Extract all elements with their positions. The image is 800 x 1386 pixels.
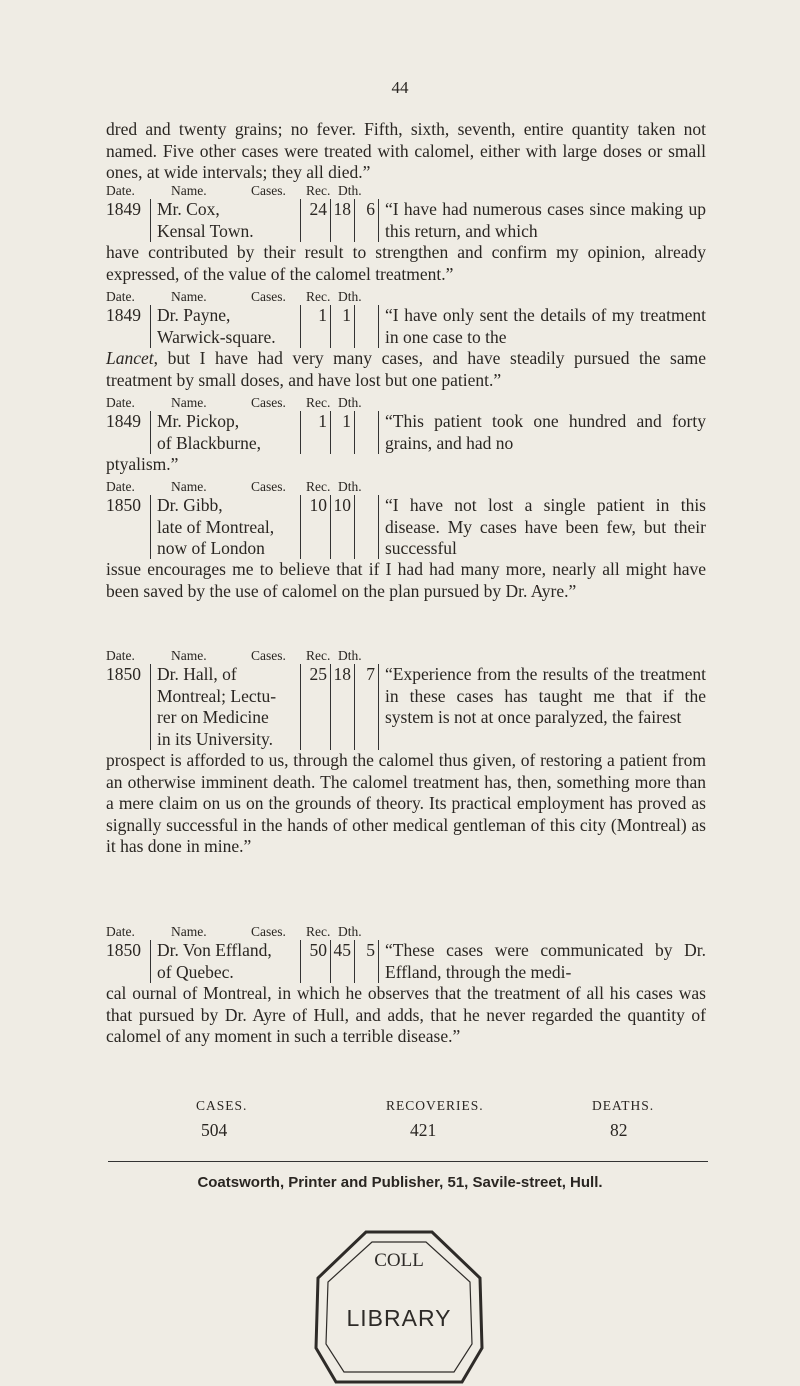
col-dth: Dth.	[338, 479, 362, 494]
name-line: Kensal Town.	[157, 220, 254, 241]
entry-dth: 5	[354, 940, 378, 983]
col-dth: Dth.	[338, 289, 362, 304]
entry-rec: 1	[330, 411, 354, 454]
page-number: 44	[391, 78, 409, 97]
totals-row	[0, 1098, 800, 1142]
entry-quote: “This patient took one hundred and forty grains, and had no	[378, 411, 706, 454]
name-line: of Blackburne,	[157, 432, 261, 453]
entry-cases: 50	[300, 940, 330, 983]
entry-name	[150, 199, 307, 242]
entry-dth: 6	[354, 199, 378, 242]
name-line: Dr. Hall, of	[157, 664, 237, 684]
entry-cases: 10	[300, 495, 330, 559]
col-rec: Rec.	[306, 183, 331, 198]
name-line: in its University.	[157, 728, 274, 749]
printer-imprint: Coatsworth, Printer and Publisher, 51, Savile-street, Hull.	[197, 1174, 603, 1191]
col-cases: Cases.	[251, 648, 286, 663]
total-cases-value: 504	[201, 1120, 228, 1140]
entry-rec: 1	[330, 305, 354, 348]
col-name: Name.	[171, 924, 207, 939]
total-cases-label: CASES.	[196, 1098, 248, 1113]
entry-name	[150, 664, 307, 750]
col-dth: Dth.	[338, 183, 362, 198]
entry-pickop	[106, 395, 706, 474]
entry-dth	[354, 495, 378, 559]
total-deaths-label: DEATHS.	[592, 1098, 655, 1113]
entry-rec: 18	[330, 664, 354, 750]
col-date: Date.	[106, 395, 135, 410]
col-date: Date.	[106, 648, 135, 663]
stamp-center-text: LIBRARY	[346, 1305, 452, 1331]
entry-cases: 24	[300, 199, 330, 242]
table-row	[106, 495, 706, 559]
col-cases: Cases.	[251, 479, 286, 494]
entry-name	[150, 940, 307, 983]
entry-continuation: issue encourages me to believe that if I had had many more, nearly all might have been saved by the use of calomel on the plan pursued by Dr. Ayre.”	[106, 559, 706, 601]
entry-quote: “Experience from the results of the treatment in these cases has taught me that if the system is not at once paralyzed, the fairest	[378, 664, 706, 750]
entry-rec: 18	[330, 199, 354, 242]
column-header	[106, 648, 706, 664]
col-dth: Dth.	[338, 924, 362, 939]
entry-continuation: ptyalism.”	[106, 454, 179, 474]
entry-date: 1850	[106, 940, 141, 960]
entry-payne	[106, 289, 706, 390]
col-rec: Rec.	[306, 395, 331, 410]
table-row	[106, 305, 706, 348]
table-row	[106, 199, 706, 242]
total-recoveries-value: 421	[410, 1120, 437, 1140]
entry-continuation: have contributed by their result to strengthen and confirm my opinion, already expressed, of the value of the calomel treatment.”	[106, 242, 706, 284]
col-date: Date.	[106, 289, 135, 304]
name-line: Mr. Pickop,	[157, 411, 240, 431]
entry-cases: 1	[300, 305, 330, 348]
entry-hall	[106, 648, 706, 856]
col-name: Name.	[171, 395, 207, 410]
entry-date: 1849	[106, 199, 141, 219]
name-line: Dr. Gibb,	[157, 495, 223, 515]
col-name: Name.	[171, 479, 207, 494]
entry-name	[150, 411, 307, 454]
col-rec: Rec.	[306, 479, 331, 494]
library-stamp	[304, 1222, 494, 1386]
entry-dth	[354, 305, 378, 348]
entry-date: 1849	[106, 411, 141, 431]
col-cases: Cases.	[251, 924, 286, 939]
entry-dth	[354, 411, 378, 454]
table-row	[106, 940, 706, 983]
col-cases: Cases.	[251, 395, 286, 410]
col-date: Date.	[106, 479, 135, 494]
entry-quote: “I have had numerous cases since making up this return, and which	[378, 199, 706, 242]
column-header	[106, 289, 706, 305]
entry-date: 1850	[106, 664, 141, 684]
name-line: Warwick-square.	[157, 326, 276, 347]
col-rec: Rec.	[306, 648, 331, 663]
total-recoveries-label: RECOVERIES.	[386, 1098, 484, 1113]
entry-effland	[106, 924, 706, 1046]
col-name: Name.	[171, 648, 207, 663]
entry-gibb	[106, 479, 706, 601]
footer-rule	[108, 1161, 708, 1162]
col-rec: Rec.	[306, 289, 331, 304]
name-line: late of Montreal,	[157, 516, 275, 537]
entry-rec: 45	[330, 940, 354, 983]
column-header	[106, 924, 706, 940]
entry-quote: “I have only sent the details of my treatment in one case to the	[378, 305, 706, 348]
col-name: Name.	[171, 289, 207, 304]
col-date: Date.	[106, 183, 135, 198]
table-row	[106, 664, 706, 750]
col-dth: Dth.	[338, 395, 362, 410]
entry-name	[150, 495, 307, 559]
total-deaths-value: 82	[610, 1120, 628, 1140]
entry-continuation: prospect is afforded to us, through the calomel thus given, of restoring a patient from an otherwise imminent death. The calomel treatment has, then, something more than a mere claim on us on the grounds of theory. Its practical employment has proved as signally successful in the hands of other medical gentleman of this city (Montreal) as it has done in mine.”	[106, 750, 706, 856]
col-cases: Cases.	[251, 289, 286, 304]
col-name: Name.	[171, 183, 207, 198]
entry-cases: 25	[300, 664, 330, 750]
entry-rec: 10	[330, 495, 354, 559]
entry-cases: 1	[300, 411, 330, 454]
stamp-top-text: COLL	[374, 1250, 424, 1271]
col-rec: Rec.	[306, 924, 331, 939]
entry-date: 1849	[106, 305, 141, 325]
name-line: now of London	[157, 538, 265, 558]
entry-continuation: cal ournal of Montreal, in which he observes that the treatment of all his cases was that pursued by Dr. Ayre of Hull, and adds, that he never regarded the quantity of calomel of any moment in such a terrible disease.”	[106, 983, 706, 1046]
entry-quote: “I have not lost a single patient in this disease. My cases have been few, but their successful	[378, 495, 706, 559]
entry-continuation	[106, 348, 706, 391]
entry-quote: “These cases were communicated by Dr. Effland, through the medi-	[378, 940, 706, 983]
name-line: Mr. Cox,	[157, 199, 220, 219]
column-header	[106, 183, 706, 199]
intro-text: dred and twenty grains; no fever. Fifth, sixth, seventh, entire quantity taken not named. Five other cases were treated with calomel, either with large doses or small ones, at wide intervals; they all died.”	[106, 119, 706, 182]
name-line: rer on Medicine	[157, 707, 269, 727]
name-line: Montreal; Lectu-	[157, 685, 277, 706]
entry-dth: 7	[354, 664, 378, 750]
col-dth: Dth.	[338, 648, 362, 663]
entry-date: 1850	[106, 495, 141, 515]
name-line: Dr. Von Effland,	[157, 940, 272, 960]
entry-cox	[106, 183, 706, 284]
name-line: Dr. Payne,	[157, 305, 231, 325]
column-header	[106, 395, 706, 411]
name-line: of Quebec.	[157, 961, 234, 982]
column-header	[106, 479, 706, 495]
entry-name	[150, 305, 307, 348]
col-cases: Cases.	[251, 183, 286, 198]
col-date: Date.	[106, 924, 135, 939]
intro-paragraph	[106, 119, 706, 184]
table-row	[106, 411, 706, 454]
continuation-text: Lancet, but I have had very many cases, and have steadily pursued the same treatment by small doses, and have lost but one patient.”	[106, 348, 706, 390]
